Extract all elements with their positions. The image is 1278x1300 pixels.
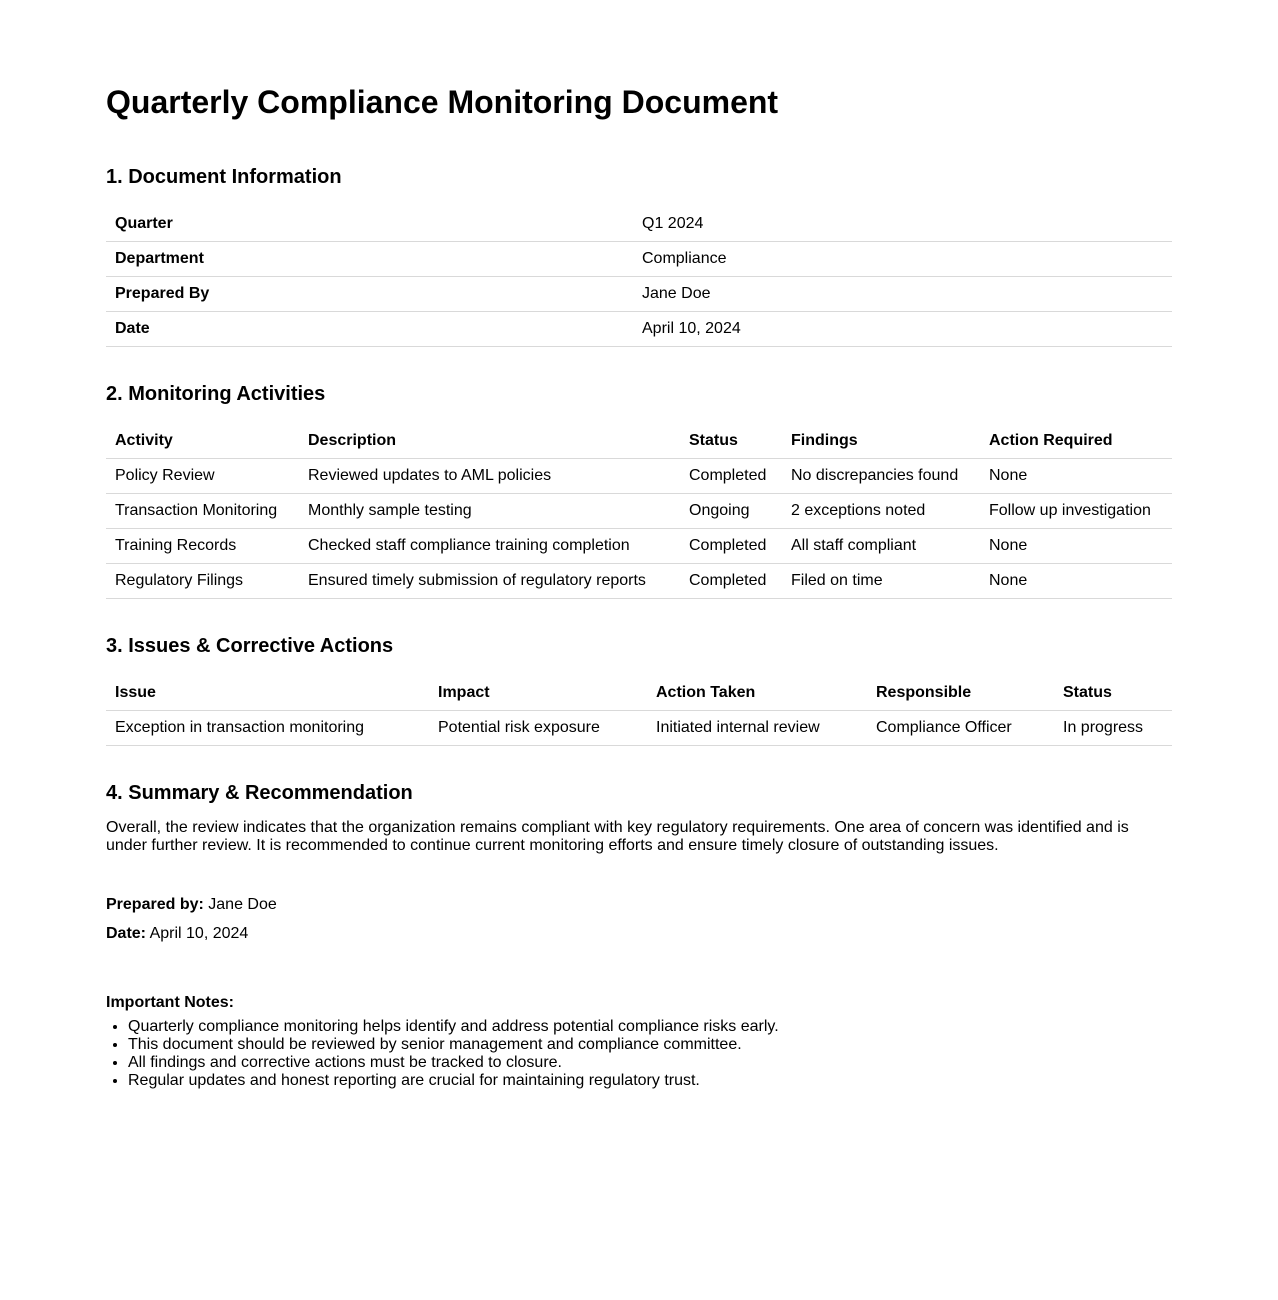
table-cell: Ongoing [680,494,782,529]
table-cell: Policy Review [106,459,299,494]
date-label: Date: [106,925,147,942]
table-cell: None [980,459,1172,494]
table-row [106,529,1172,564]
table-header-row [106,424,1172,459]
list-item: • Regular updates and honest reporting are crucial for maintaining regulatory trust. [128,1072,1172,1090]
table-row [106,711,1172,746]
table-cell: Filed on time [782,564,980,599]
table-cell: Ensured timely submission of regulatory reports [299,564,680,599]
column-header: Description [299,424,680,459]
table-cell: Potential risk exposure [429,711,647,746]
list-item: • All findings and corrective actions must be tracked to closure. [128,1054,1172,1072]
column-header: Responsible [867,676,1054,711]
table-cell: Exception in transaction monitoring [106,711,429,746]
important-notes [106,994,1172,1090]
table-cell: None [980,529,1172,564]
signature-block [106,895,1172,953]
column-header: Status [1054,676,1172,711]
column-header: Issue [106,676,429,711]
table-row [106,312,1172,347]
date-line [106,924,1172,953]
info-value: Q1 2024 [633,207,1172,242]
table-cell: Regulatory Filings [106,564,299,599]
info-value: April 10, 2024 [633,312,1172,347]
table-cell: No discrepancies found [782,459,980,494]
table-cell: Checked staff compliance training completion [299,529,680,564]
info-label: Quarter [106,207,633,242]
table-cell: Completed [680,529,782,564]
section-heading-monitoring-activities: 2. Monitoring Activities [106,383,326,405]
table-cell: In progress [1054,711,1172,746]
column-header: Activity [106,424,299,459]
list-item: • Quarterly compliance monitoring helps identify and address potential compliance risks early. [128,1018,1172,1036]
column-header: Findings [782,424,980,459]
prepared-by-value: Jane Doe [208,896,277,913]
notes-list [106,1018,1172,1090]
table-cell: Monthly sample testing [299,494,680,529]
table-cell: None [980,564,1172,599]
table-cell: 2 exceptions noted [782,494,980,529]
issues-corrective-actions-table [106,676,1172,746]
info-label: Date [106,312,633,347]
column-header: Action Taken [647,676,867,711]
column-header: Status [680,424,782,459]
table-cell: Initiated internal review [647,711,867,746]
table-row [106,207,1172,242]
list-item: • This document should be reviewed by senior management and compliance committee. [128,1036,1172,1054]
section-heading-issues-corrective-actions: 3. Issues & Corrective Actions [106,635,394,657]
summary-paragraph: Overall, the review indicates that the organization remains compliant with key regulatory requirements. One area of concern was identified and is under further review. It is recommended to continue current monitoring efforts and ensure timely closure of outstanding issues. [106,819,1129,854]
prepared-by-label: Prepared by: [106,896,204,913]
notes-title: Important Notes: [106,994,234,1011]
section-heading-summary-recommendation: 4. Summary & Recommendation [106,782,413,804]
table-row [106,494,1172,529]
table-cell: Training Records [106,529,299,564]
table-cell: All staff compliant [782,529,980,564]
table-cell: Completed [680,459,782,494]
table-cell: Follow up investigation [980,494,1172,529]
info-value: Jane Doe [633,277,1172,312]
table-cell: Completed [680,564,782,599]
info-label: Prepared By [106,277,633,312]
table-row [106,277,1172,312]
column-header: Impact [429,676,647,711]
table-cell: Compliance Officer [867,711,1054,746]
table-cell: Reviewed updates to AML policies [299,459,680,494]
table-cell: Transaction Monitoring [106,494,299,529]
table-row [106,242,1172,277]
table-row [106,564,1172,599]
prepared-by-line [106,895,1172,924]
table-row [106,459,1172,494]
table-header-row [106,676,1172,711]
info-label: Department [106,242,633,277]
section-heading-document-information: 1. Document Information [106,166,342,188]
document-information-table [106,207,1172,347]
page-title: Quarterly Compliance Monitoring Document [106,84,779,120]
date-value: April 10, 2024 [149,925,249,942]
info-value: Compliance [633,242,1172,277]
column-header: Action Required [980,424,1172,459]
monitoring-activities-table [106,424,1172,599]
